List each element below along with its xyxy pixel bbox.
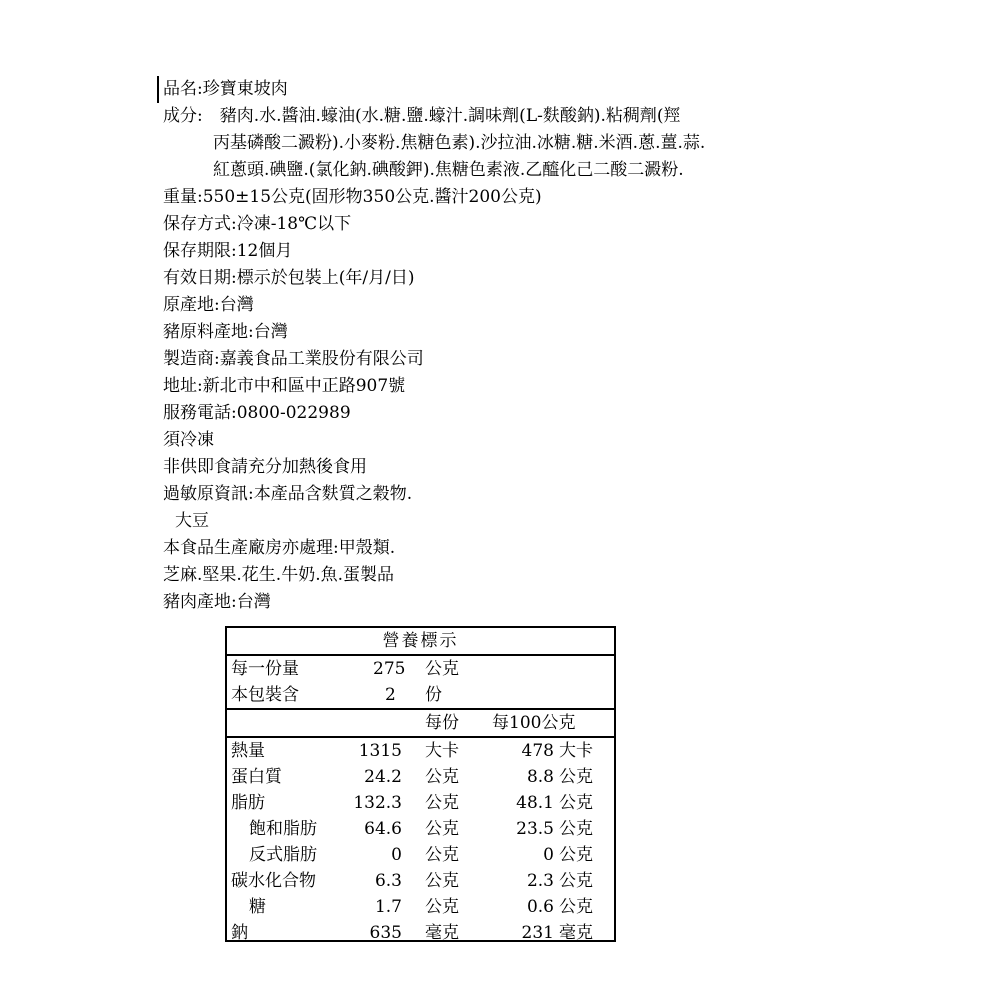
nutrient-row — [227, 738, 614, 764]
per-serving-value: 1.7 — [374, 897, 402, 917]
serving-info — [227, 656, 614, 710]
per-serving-value: 0 — [391, 845, 402, 865]
per-100g-value: 0 — [543, 845, 554, 865]
nutrient-row — [227, 816, 614, 842]
per-serving-value: 1315 — [358, 741, 402, 761]
nutrient-row — [227, 842, 614, 868]
per-serving-unit: 公克 — [425, 845, 459, 865]
nutrient-row — [227, 920, 614, 946]
nutrient-name: 熱量 — [231, 741, 265, 761]
per-100g-unit: 公克 — [559, 845, 593, 865]
per-100g-value: 2.3 — [526, 871, 554, 891]
allergen-info-line-2: 大豆 — [175, 511, 209, 531]
per-serving-header: 每份 — [425, 713, 459, 733]
nutrition-column-headers — [227, 710, 614, 738]
per-100g-unit: 大卡 — [559, 741, 593, 761]
nutrient-name: 碳水化合物 — [231, 871, 316, 891]
per-100g-header: 每100公克 — [492, 713, 576, 733]
serving-size-label: 每一份量 — [231, 659, 299, 679]
facility-notice-line-1: 本食品生產廠房亦處理:甲殼類. — [163, 538, 396, 558]
manufacturer: 製造商:嘉義食品工業股份有限公司 — [163, 349, 424, 369]
per-serving-unit: 公克 — [425, 767, 459, 787]
per-100g-unit: 毫克 — [559, 923, 593, 943]
address: 地址:新北市中和區中正路907號 — [163, 376, 406, 396]
servings-unit: 份 — [425, 685, 442, 705]
allergen-info-line-1: 過敏原資訊:本產品含麩質之穀物. — [163, 484, 413, 504]
nutrient-rows — [227, 738, 614, 946]
per-serving-unit: 公克 — [425, 793, 459, 813]
per-100g-unit: 公克 — [559, 871, 593, 891]
pork-origin: 豬肉產地:台灣 — [163, 592, 271, 612]
nutrient-name: 反式脂肪 — [249, 845, 317, 865]
facility-notice-line-2: 芝麻.堅果.花生.牛奶.魚.蛋製品 — [163, 565, 395, 585]
label-text-block — [157, 76, 857, 616]
storage-method: 保存方式:冷凍-18℃以下 — [163, 214, 352, 234]
ingredients-line-1: 成分: 豬肉.水.醬油.蠔油(水.糖.鹽.蠔汁.調味劑(L-麩酸鈉).粘稠劑(羥 — [163, 106, 681, 126]
serving-size-value: 275 — [373, 659, 406, 679]
shelf-life: 保存期限:12個月 — [163, 241, 293, 261]
nutrient-name: 糖 — [249, 897, 266, 917]
per-serving-unit: 公克 — [425, 897, 459, 917]
per-serving-unit: 公克 — [425, 871, 459, 891]
nutrient-name: 鈉 — [231, 923, 248, 943]
per-serving-value: 64.6 — [364, 819, 402, 839]
servings-label: 本包裝含 — [231, 685, 299, 705]
nutrient-row — [227, 868, 614, 894]
per-100g-value: 478 — [521, 741, 554, 761]
product-name: 品名:珍寶東坡肉 — [157, 76, 857, 103]
per-serving-value: 24.2 — [364, 767, 402, 787]
per-100g-unit: 公克 — [559, 767, 593, 787]
frozen-notice: 須冷凍 — [163, 430, 214, 450]
per-100g-value: 0.6 — [526, 897, 554, 917]
per-100g-unit: 公克 — [559, 819, 593, 839]
nutrition-facts-table — [225, 626, 616, 942]
net-weight: 重量:550±15公克(固形物350公克.醬汁200公克) — [163, 187, 542, 207]
country-of-origin: 原產地:台灣 — [163, 295, 254, 315]
nutrient-name: 蛋白質 — [231, 767, 282, 787]
servings-per-package-row — [227, 682, 614, 708]
servings-value: 2 — [385, 685, 396, 705]
pork-material-origin: 豬原料產地:台灣 — [163, 322, 288, 342]
expiry-date: 有效日期:標示於包裝上(年/月/日) — [163, 268, 415, 288]
per-serving-value: 6.3 — [374, 871, 402, 891]
per-100g-unit: 公克 — [559, 897, 593, 917]
ingredients-line-3: 紅蔥頭.碘鹽.(氯化鈉.碘酸鉀).焦糖色素液.乙醯化己二酸二澱粉. — [213, 160, 684, 180]
per-serving-unit: 毫克 — [425, 923, 459, 943]
per-100g-value: 8.8 — [526, 767, 554, 787]
nutrient-name: 脂肪 — [231, 793, 265, 813]
nutrient-row — [227, 764, 614, 790]
ingredients-line-2: 丙基磷酸二澱粉).小麥粉.焦糖色素).沙拉油.冰糖.糖.米酒.蔥.薑.蒜. — [213, 133, 706, 153]
serving-size-unit: 公克 — [425, 659, 459, 679]
nutrient-row — [227, 894, 614, 920]
per-serving-value: 635 — [369, 923, 402, 943]
serving-size-row — [227, 656, 614, 682]
nutrition-title: 營養標示 — [227, 628, 614, 656]
nutrient-name: 飽和脂肪 — [249, 819, 317, 839]
per-serving-value: 132.3 — [353, 793, 402, 813]
per-100g-unit: 公克 — [559, 793, 593, 813]
per-100g-value: 231 — [521, 923, 554, 943]
per-serving-unit: 大卡 — [425, 741, 459, 761]
nutrient-row — [227, 790, 614, 816]
heating-notice: 非供即食請充分加熱後食用 — [163, 457, 367, 477]
service-phone: 服務電話:0800-022989 — [163, 403, 351, 423]
per-serving-unit: 公克 — [425, 819, 459, 839]
per-100g-value: 48.1 — [516, 793, 554, 813]
per-100g-value: 23.5 — [516, 819, 554, 839]
